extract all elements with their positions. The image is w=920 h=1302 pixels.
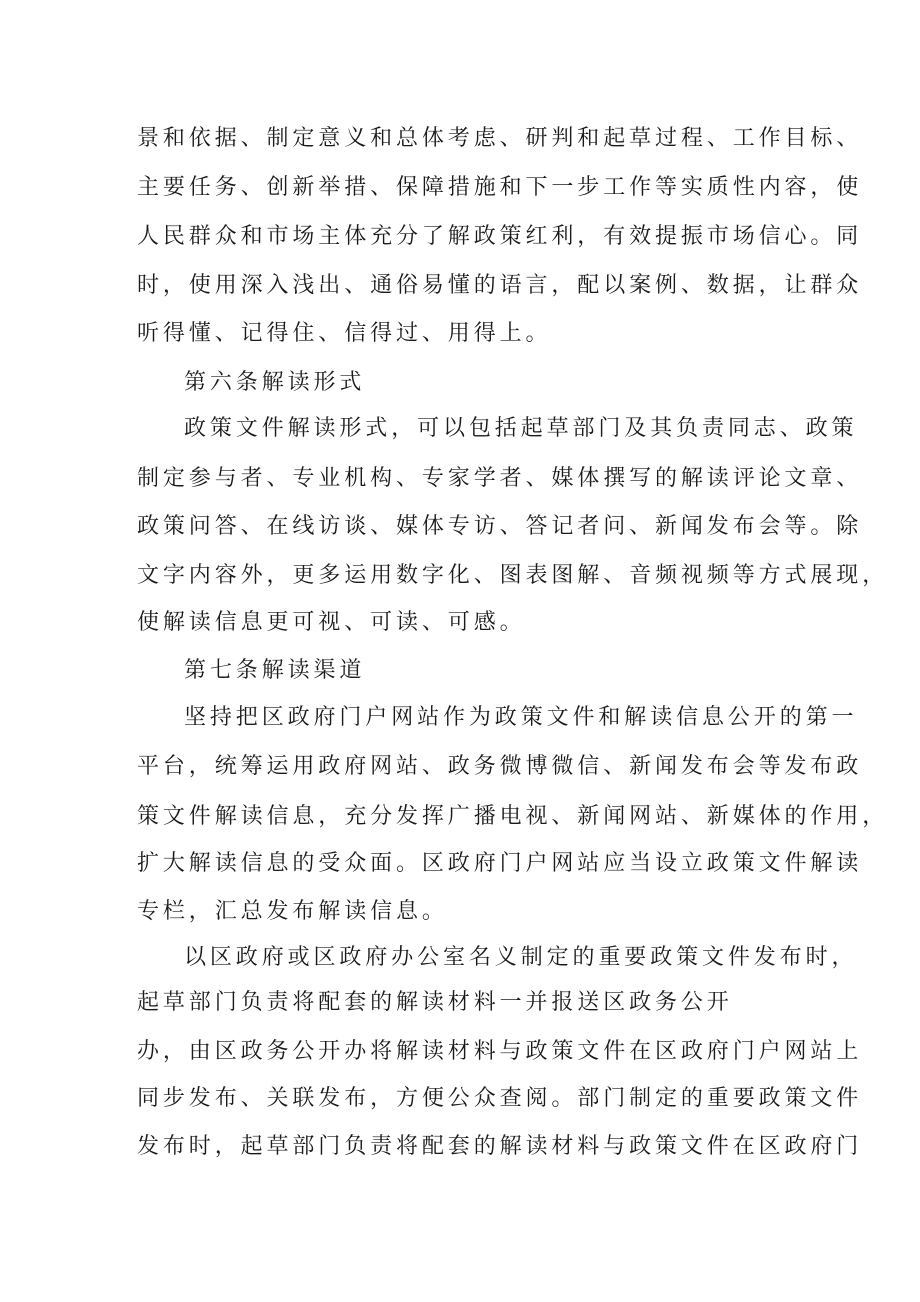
body-text-line: 发布时，起草部门负责将配套的解读材料与政策文件在区政府门 bbox=[137, 1134, 863, 1159]
body-text-line: 办，由区政务公开办将解读材料与政策文件在区政府门户网站上 bbox=[137, 1039, 863, 1064]
body-text-line: 主要任务、创新举措、保障措施和下一步工作等实质性内容，使 bbox=[137, 175, 863, 200]
body-text-line: 坚持把区政府门户网站作为政策文件和解读信息公开的第一 bbox=[184, 705, 858, 730]
body-text-line: 文字内容外，更多运用数字化、图表图解、音频视频等方式展现， bbox=[137, 563, 889, 588]
body-text-line: 同步发布、关联发布，方便公众查阅。部门制定的重要政策文件 bbox=[137, 1086, 863, 1111]
body-text-line: 以区政府或区政府办公室名义制定的重要政策文件发布时， bbox=[184, 945, 858, 970]
body-text-line: 制定参与者、专业机构、专家学者、媒体撰写的解读评论文章、 bbox=[137, 466, 863, 491]
body-text-line: 专栏，汇总发布解读信息。 bbox=[137, 899, 448, 924]
body-text-line: 景和依据、制定意义和总体考虑、研判和起草过程、工作目标、 bbox=[137, 126, 863, 151]
body-text-line: 人民群众和市场主体充分了解政策红利，有效提振市场信心。同 bbox=[137, 224, 863, 249]
section-heading: 第六条解读形式 bbox=[184, 370, 366, 395]
body-text-line: 起草部门负责将配套的解读材料一并报送区政务公开 bbox=[137, 990, 733, 1015]
section-heading: 第七条解读渠道 bbox=[184, 658, 366, 683]
body-text-line: 使解读信息更可视、可读、可感。 bbox=[137, 610, 526, 635]
body-text-line: 政策问答、在线访谈、媒体专访、答记者问、新闻发布会等。除 bbox=[137, 514, 863, 539]
body-text-line: 时，使用深入浅出、通俗易懂的语言，配以案例、数据，让群众 bbox=[137, 273, 863, 298]
body-text-line: 政策文件解读形式，可以包括起草部门及其负责同志、政策 bbox=[184, 416, 858, 441]
body-text-line: 听得懂、记得住、信得过、用得上。 bbox=[137, 321, 552, 346]
body-text-line: 策文件解读信息，充分发挥广播电视、新闻网站、新媒体的作用， bbox=[137, 804, 889, 829]
body-text-line: 平台，统筹运用政府网站、政务微博微信、新闻发布会等发布政 bbox=[137, 754, 863, 779]
body-text-line: 扩大解读信息的受众面。区政府门户网站应当设立政策文件解读 bbox=[137, 851, 863, 876]
